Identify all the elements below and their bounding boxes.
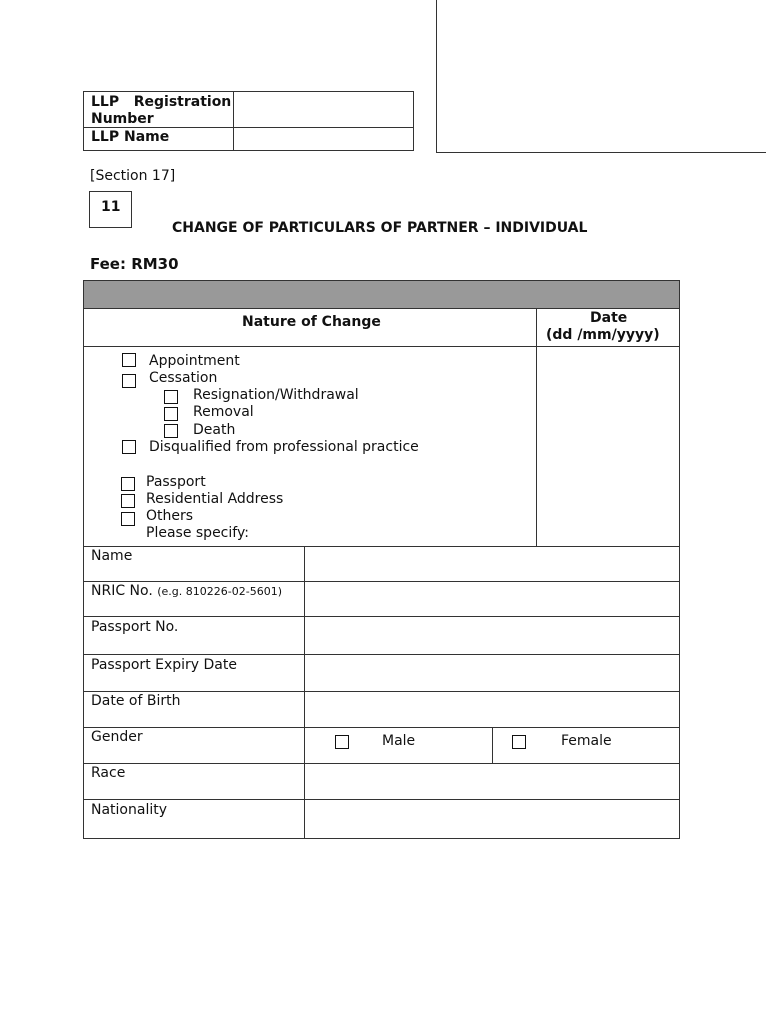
disqualified-label: Disqualified from professional practice xyxy=(149,439,419,455)
name-label: Name xyxy=(91,548,133,564)
passport-no-label: Passport No. xyxy=(91,619,179,635)
nationality-input[interactable] xyxy=(305,800,679,838)
nric-label-text: NRIC No. xyxy=(91,583,153,599)
appointment-label: Appointment xyxy=(149,353,240,369)
female-label: Female xyxy=(561,733,612,749)
llp-name-input[interactable] xyxy=(234,128,413,150)
date-of-birth-input[interactable] xyxy=(305,692,679,727)
top-right-box-left-border xyxy=(436,0,437,152)
passport-expiry-input[interactable] xyxy=(305,655,679,691)
female-checkbox[interactable] xyxy=(512,735,526,749)
passport-checkbox[interactable] xyxy=(121,477,135,491)
nric-example: (e.g. 810226-02-5601) xyxy=(157,585,282,598)
fee-label: Fee: RM30 xyxy=(90,255,179,273)
residential-address-checkbox[interactable] xyxy=(121,494,135,508)
form-title: CHANGE OF PARTICULARS OF PARTNER – INDIVIDUAL xyxy=(172,220,588,236)
death-checkbox[interactable] xyxy=(164,424,178,438)
disqualified-checkbox[interactable] xyxy=(122,440,136,454)
gender-label: Gender xyxy=(91,729,143,745)
resignation-checkbox[interactable] xyxy=(164,390,178,404)
others-checkbox[interactable] xyxy=(121,512,135,526)
top-right-box-bottom-border xyxy=(436,152,766,153)
male-checkbox[interactable] xyxy=(335,735,349,749)
nature-of-change-header: Nature of Change xyxy=(242,314,381,330)
death-label: Death xyxy=(193,422,236,438)
llp-name-label: LLP Name xyxy=(91,129,170,145)
change-table xyxy=(83,280,680,839)
nric-label xyxy=(91,583,282,599)
nric-input[interactable] xyxy=(305,582,679,616)
passport-expiry-label: Passport Expiry Date xyxy=(91,657,237,673)
name-input[interactable] xyxy=(305,547,679,581)
form-number: 11 xyxy=(101,199,121,215)
passport-option-label: Passport xyxy=(146,474,206,490)
others-label: Others xyxy=(146,508,194,524)
cessation-label: Cessation xyxy=(149,370,218,386)
llp-registration-label: LLP Registration xyxy=(91,94,232,110)
section-reference: [Section 17] xyxy=(90,168,176,184)
llp-info-table xyxy=(83,91,414,151)
resignation-label: Resignation/Withdrawal xyxy=(193,387,359,403)
date-format-header: (dd /mm/yyyy) xyxy=(546,327,660,343)
please-specify-label: Please specify: xyxy=(146,525,249,541)
passport-no-input[interactable] xyxy=(305,617,679,654)
race-label: Race xyxy=(91,765,126,781)
residential-address-label: Residential Address xyxy=(146,491,284,507)
date-header: Date xyxy=(590,310,628,326)
appointment-checkbox[interactable] xyxy=(122,353,136,367)
race-input[interactable] xyxy=(305,764,679,799)
removal-checkbox[interactable] xyxy=(164,407,178,421)
cessation-checkbox[interactable] xyxy=(122,374,136,388)
table-header-bar xyxy=(84,281,679,308)
llp-registration-input[interactable] xyxy=(234,92,413,127)
nationality-label: Nationality xyxy=(91,802,168,818)
change-date-input[interactable] xyxy=(537,347,679,546)
form-number-box xyxy=(89,191,132,228)
llp-registration-label-2: Number xyxy=(91,111,154,127)
male-label: Male xyxy=(382,733,416,749)
removal-label: Removal xyxy=(193,404,254,420)
date-of-birth-label: Date of Birth xyxy=(91,693,181,709)
